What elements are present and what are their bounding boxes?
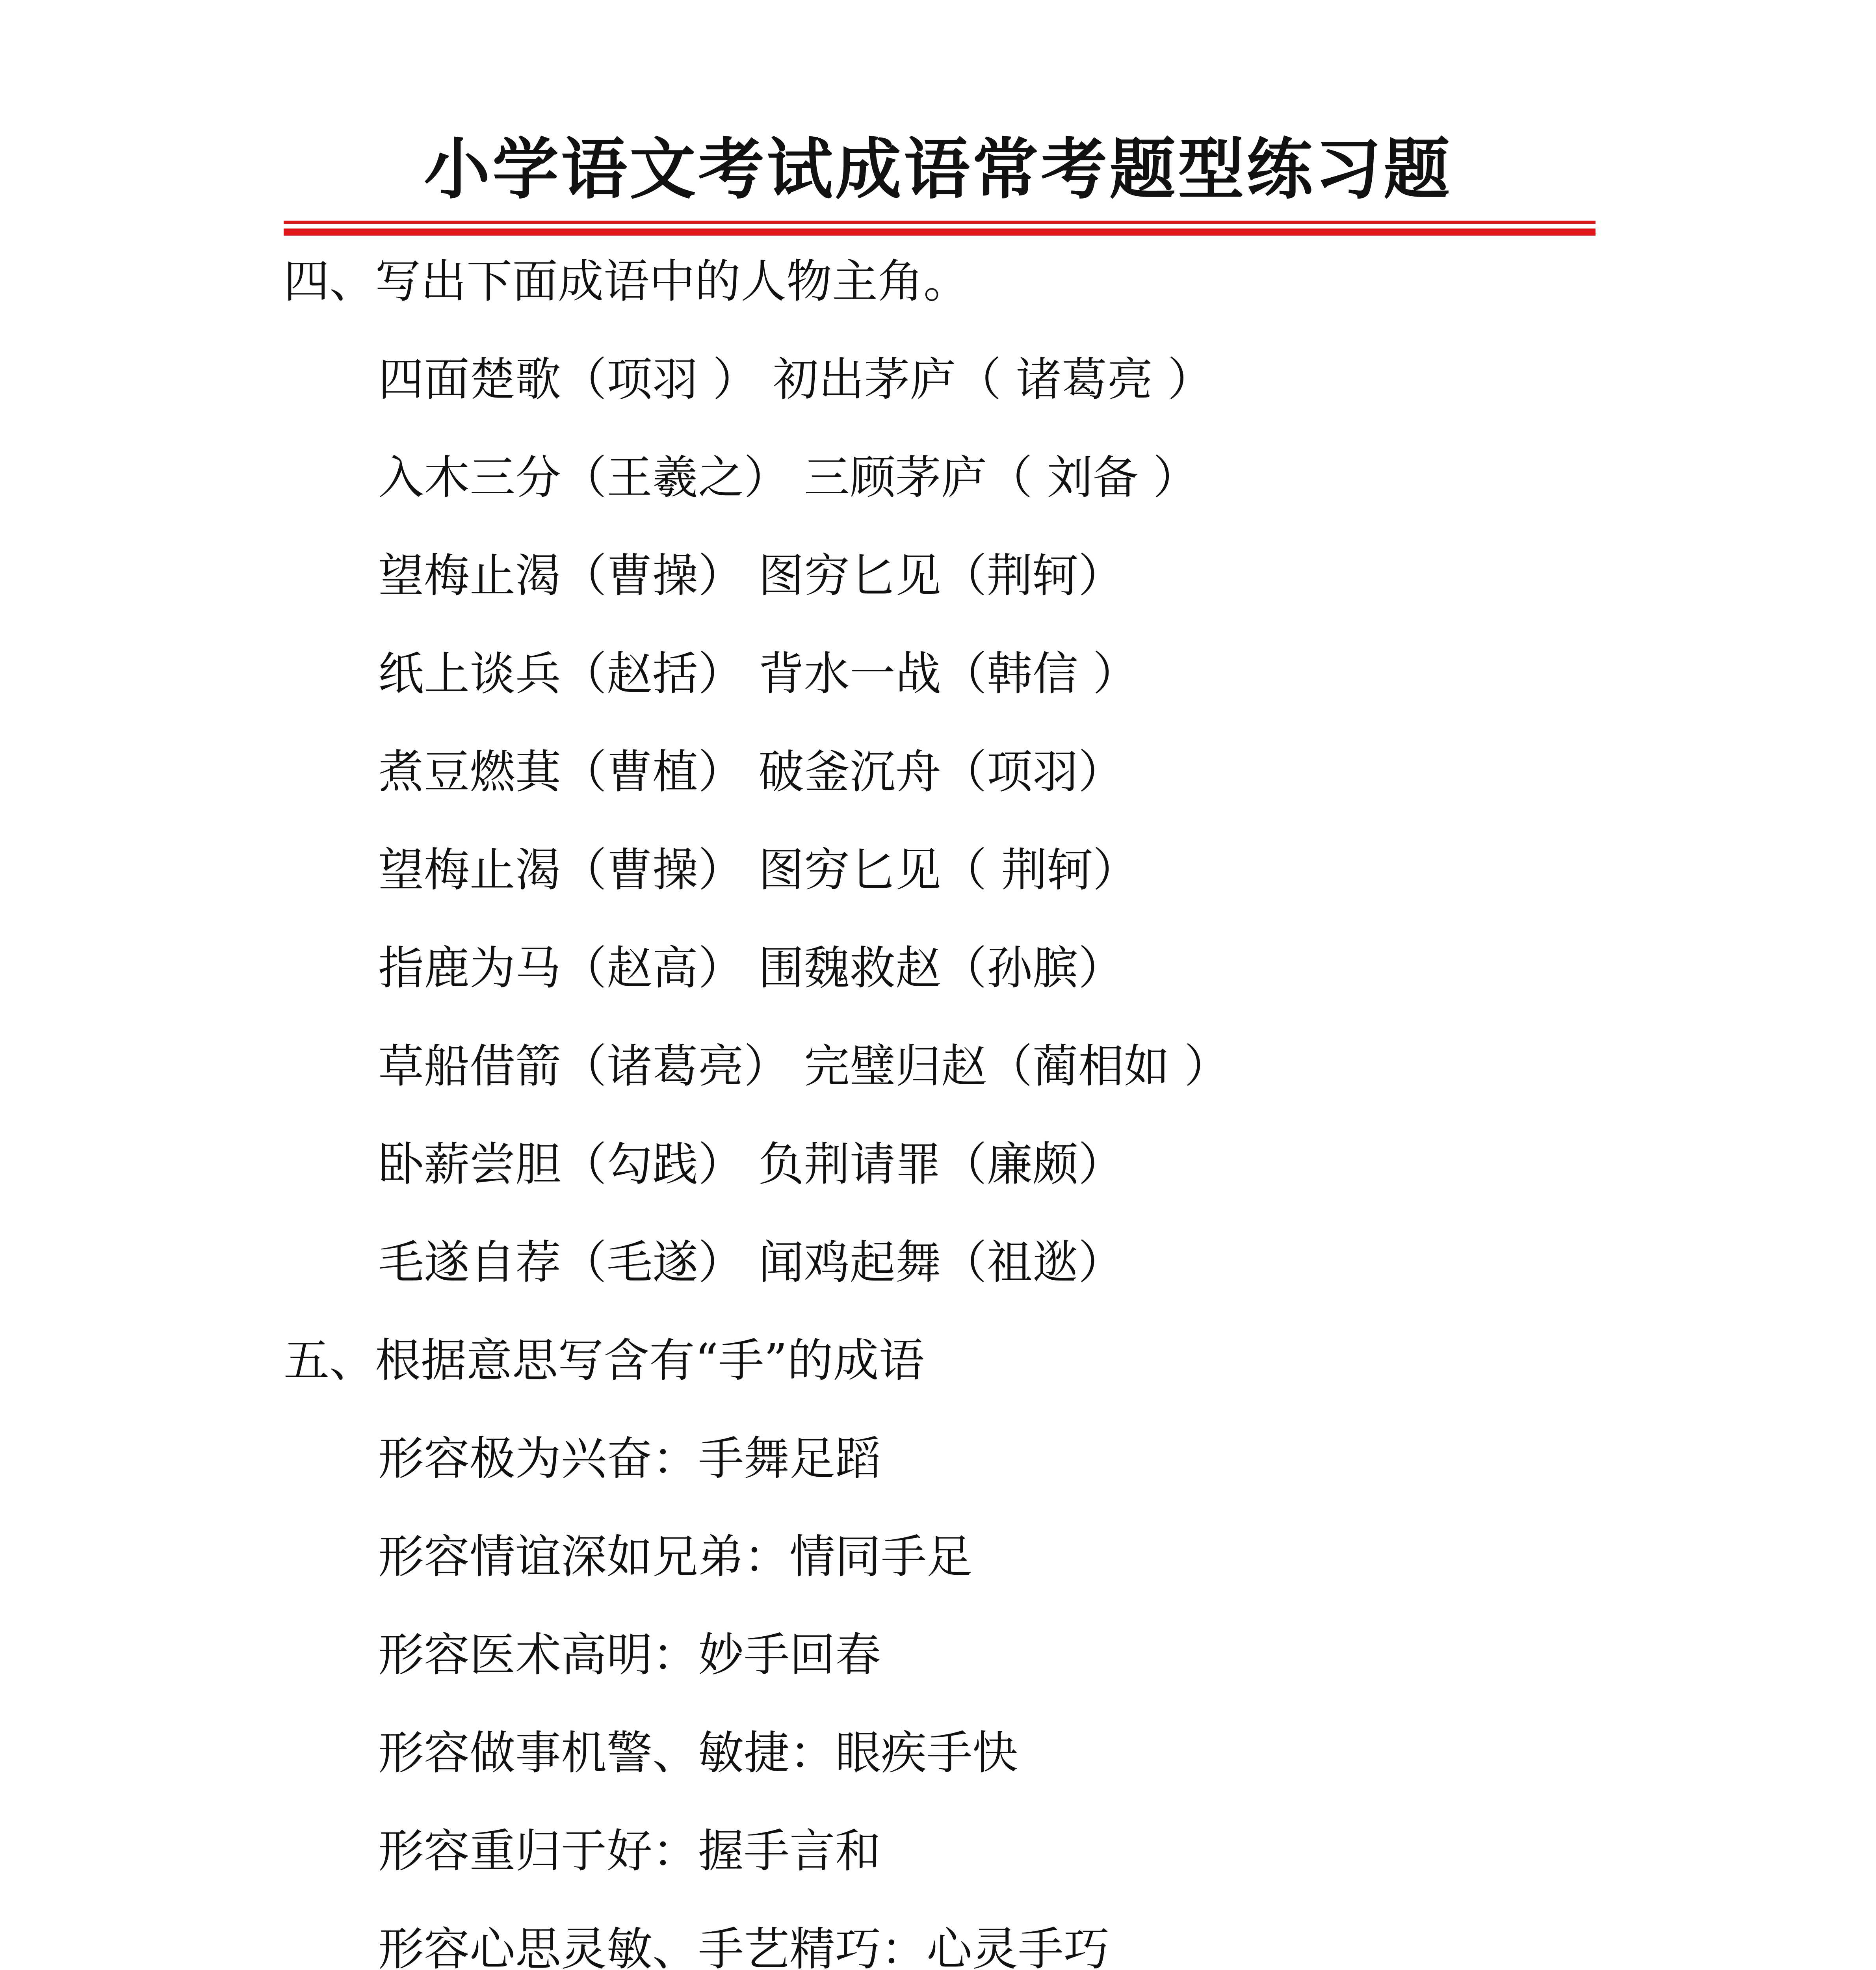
exercise-line: 形容极为兴奋：手舞足蹈 [378, 1432, 881, 1485]
title-underline-thick [284, 229, 1596, 236]
title-underline-thin [284, 221, 1596, 224]
exercise-line: 指鹿为马（赵高） 围魏救赵（孙膑） [378, 942, 1124, 995]
exercise-line: 望梅止渴（曹操） 图穷匕见（荆轲） [378, 549, 1124, 602]
page-title: 小学语文考试成语常考题型练习题 [424, 131, 1452, 208]
exercise-line: 形容做事机警、敏捷：眼疾手快 [378, 1727, 1018, 1780]
exercise-line: 四面楚歌（项羽 ） 初出茅庐（ 诸葛亮 ） [378, 353, 1213, 406]
exercise-line: 形容情谊深如兄弟：情同手足 [378, 1530, 972, 1583]
exercise-line: 草船借箭（诸葛亮） 完璧归赵（蔺相如 ） [378, 1040, 1230, 1093]
exercise-line: 形容重归于好：握手言和 [378, 1825, 881, 1878]
section-heading: 五、根据意思写含有“手”的成语 [284, 1334, 925, 1387]
section-heading: 四、写出下面成语中的人物主角。 [284, 255, 969, 308]
exercise-line: 形容医术高明：妙手回春 [378, 1628, 881, 1682]
exercise-line: 入木三分（王羲之） 三顾茅庐（ 刘备 ） [378, 451, 1199, 504]
exercise-line: 卧薪尝胆（勾践） 负荆请罪（廉颇） [378, 1138, 1124, 1191]
exercise-line: 形容心思灵敏、手艺精巧：心灵手巧 [378, 1923, 1109, 1970]
exercise-line: 毛遂自荐（毛遂） 闻鸡起舞（祖逖） [378, 1236, 1124, 1289]
exercise-line: 纸上谈兵（赵括） 背水一战（韩信 ） [378, 647, 1139, 701]
exercise-line: 望梅止渴（曹操） 图穷匕见（ 荆轲） [378, 844, 1139, 897]
exercise-line: 煮豆燃萁（曹植） 破釜沉舟（项羽） [378, 745, 1124, 799]
